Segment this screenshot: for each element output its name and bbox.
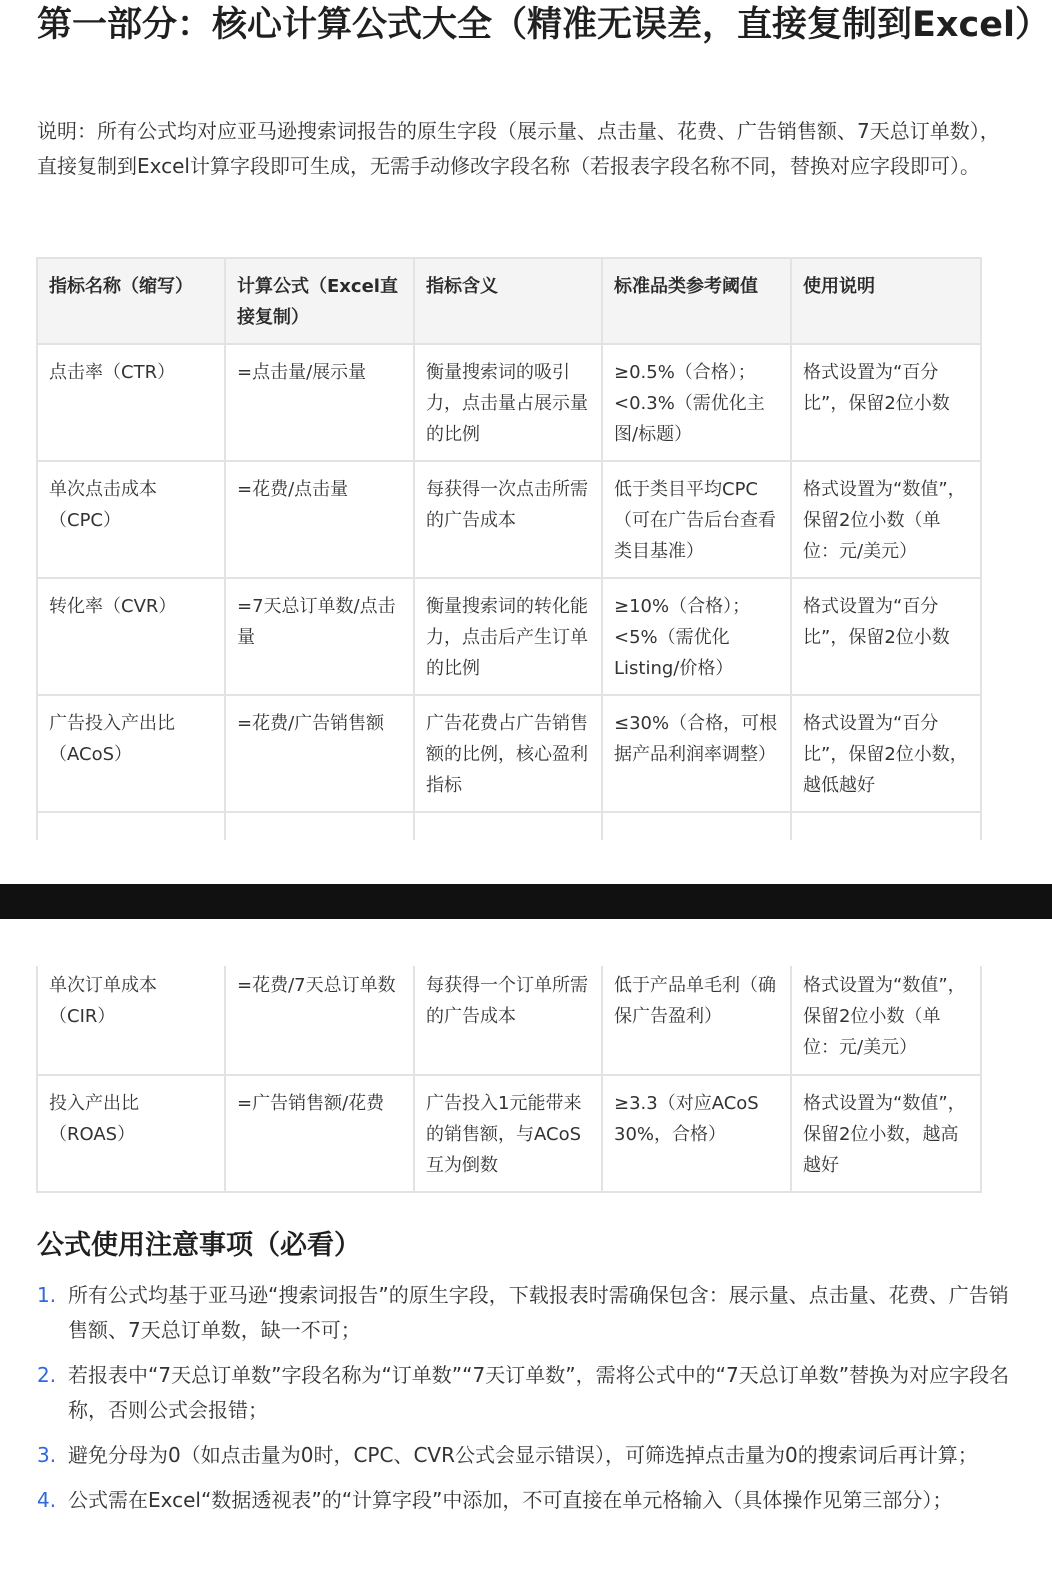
- list-number: 2.: [37, 1363, 57, 1387]
- header-usage: 使用说明: [791, 258, 981, 344]
- notes-list: [37, 1278, 1012, 1528]
- notes-heading: 公式使用注意事项（必看）: [37, 1230, 361, 1261]
- cell-metric-name: 点击率（CTR）: [37, 344, 225, 461]
- cell-formula: =7天总订单数/点击量: [225, 578, 414, 695]
- table-row-cut: [37, 812, 981, 840]
- cell-threshold: ≥10%（合格）；<5%（需优化Listing/价格）: [602, 578, 791, 695]
- header-metric-name: 指标名称（缩写）: [37, 258, 225, 344]
- cell-metric-name: 广告投入产出比（ACoS）: [37, 695, 225, 812]
- cell-metric-name: 转化率（CVR）: [37, 578, 225, 695]
- cell-meaning: 广告花费占广告销售额的比例，核心盈利指标: [414, 695, 602, 812]
- cell-metric-name: 单次订单成本（CIR）: [37, 966, 225, 1075]
- list-item: [37, 1438, 1012, 1473]
- page-title: 第一部分：核心计算公式大全（精准无误差，直接复制到Excel）: [37, 5, 1050, 45]
- cell-usage: 格式设置为“百分比”，保留2位小数: [791, 344, 981, 461]
- cell-meaning: 每获得一次点击所需的广告成本: [414, 461, 602, 578]
- list-item: [37, 1483, 1012, 1518]
- cell-threshold: 低于类目平均CPC（可在广告后台查看类目基准）: [602, 461, 791, 578]
- cell-meaning: 衡量搜索词的转化能力，点击后产生订单的比例: [414, 578, 602, 695]
- formula-table: [36, 257, 982, 840]
- table-row: [37, 1075, 981, 1192]
- table-header-row: [37, 258, 981, 344]
- cell-threshold: ≤30%（合格，可根据产品利润率调整）: [602, 695, 791, 812]
- header-threshold: 标准品类参考阈值: [602, 258, 791, 344]
- table-row: [37, 695, 981, 812]
- list-item: [37, 1358, 1012, 1428]
- cell-formula: =花费/点击量: [225, 461, 414, 578]
- cell-usage: 格式设置为“百分比”，保留2位小数: [791, 578, 981, 695]
- cell-threshold: ≥3.3（对应ACoS 30%，合格）: [602, 1075, 791, 1192]
- cell-meaning: 衡量搜索词的吸引力，点击量占展示量的比例: [414, 344, 602, 461]
- cell-metric-name: 投入产出比（ROAS）: [37, 1075, 225, 1192]
- formula-table-continued: [36, 966, 982, 1193]
- screenshot-divider: [0, 884, 1052, 919]
- list-number: 3.: [37, 1443, 57, 1467]
- list-number: 1.: [37, 1283, 57, 1307]
- cell-formula: =点击量/展示量: [225, 344, 414, 461]
- cell-meaning: 每获得一个订单所需的广告成本: [414, 966, 602, 1075]
- cell-threshold: ≥0.5%（合格）；<0.3%（需优化主图/标题）: [602, 344, 791, 461]
- table-row: [37, 344, 981, 461]
- list-item-text: 公式需在Excel“数据透视表”的“计算字段”中添加，不可直接在单元格输入（具体操作见第三部分）；: [68, 1488, 953, 1512]
- cell-threshold: 低于产品单毛利（确保广告盈利）: [602, 966, 791, 1075]
- cell-usage: 格式设置为“数值”，保留2位小数（单位：元/美元）: [791, 461, 981, 578]
- header-formula: 计算公式（Excel直接复制）: [225, 258, 414, 344]
- list-number: 4.: [37, 1488, 57, 1512]
- table-row: [37, 461, 981, 578]
- list-item-text: 避免分母为0（如点击量为0时，CPC、CVR公式会显示错误），可筛选掉点击量为0的搜索词后再计算；: [68, 1443, 978, 1467]
- cell-formula: =花费/7天总订单数: [225, 966, 414, 1075]
- table-row: [37, 578, 981, 695]
- intro-paragraph: 说明：所有公式均对应亚马逊搜索词报告的原生字段（展示量、点击量、花费、广告销售额、7天总订单数），直接复制到Excel计算字段即可生成，无需手动修改字段名称（若报表字段名称不同，替换对应字段即可）。: [37, 119, 1000, 178]
- list-item: [37, 1278, 1012, 1348]
- cell-usage: 格式设置为“数值”，保留2位小数，越高越好: [791, 1075, 981, 1192]
- cell-usage: 格式设置为“百分比”，保留2位小数，越低越好: [791, 695, 981, 812]
- cell-formula: =花费/广告销售额: [225, 695, 414, 812]
- cell-meaning: 广告投入1元能带来的销售额，与ACoS互为倒数: [414, 1075, 602, 1192]
- list-item-text: 所有公式均基于亚马逊“搜索词报告”的原生字段，下载报表时需确保包含：展示量、点击量、花费、广告销售额、7天总订单数，缺一不可；: [68, 1283, 1009, 1342]
- cell-usage: 格式设置为“数值”，保留2位小数（单位：元/美元）: [791, 966, 981, 1075]
- header-meaning: 指标含义: [414, 258, 602, 344]
- cell-formula: =广告销售额/花费: [225, 1075, 414, 1192]
- table-row: [37, 966, 981, 1075]
- list-item-text: 若报表中“7天总订单数”字段名称为“订单数”“7天订单数”，需将公式中的“7天总订单数”替换为对应字段名称，否则公式会报错；: [68, 1363, 1010, 1422]
- cell-metric-name: 单次点击成本（CPC）: [37, 461, 225, 578]
